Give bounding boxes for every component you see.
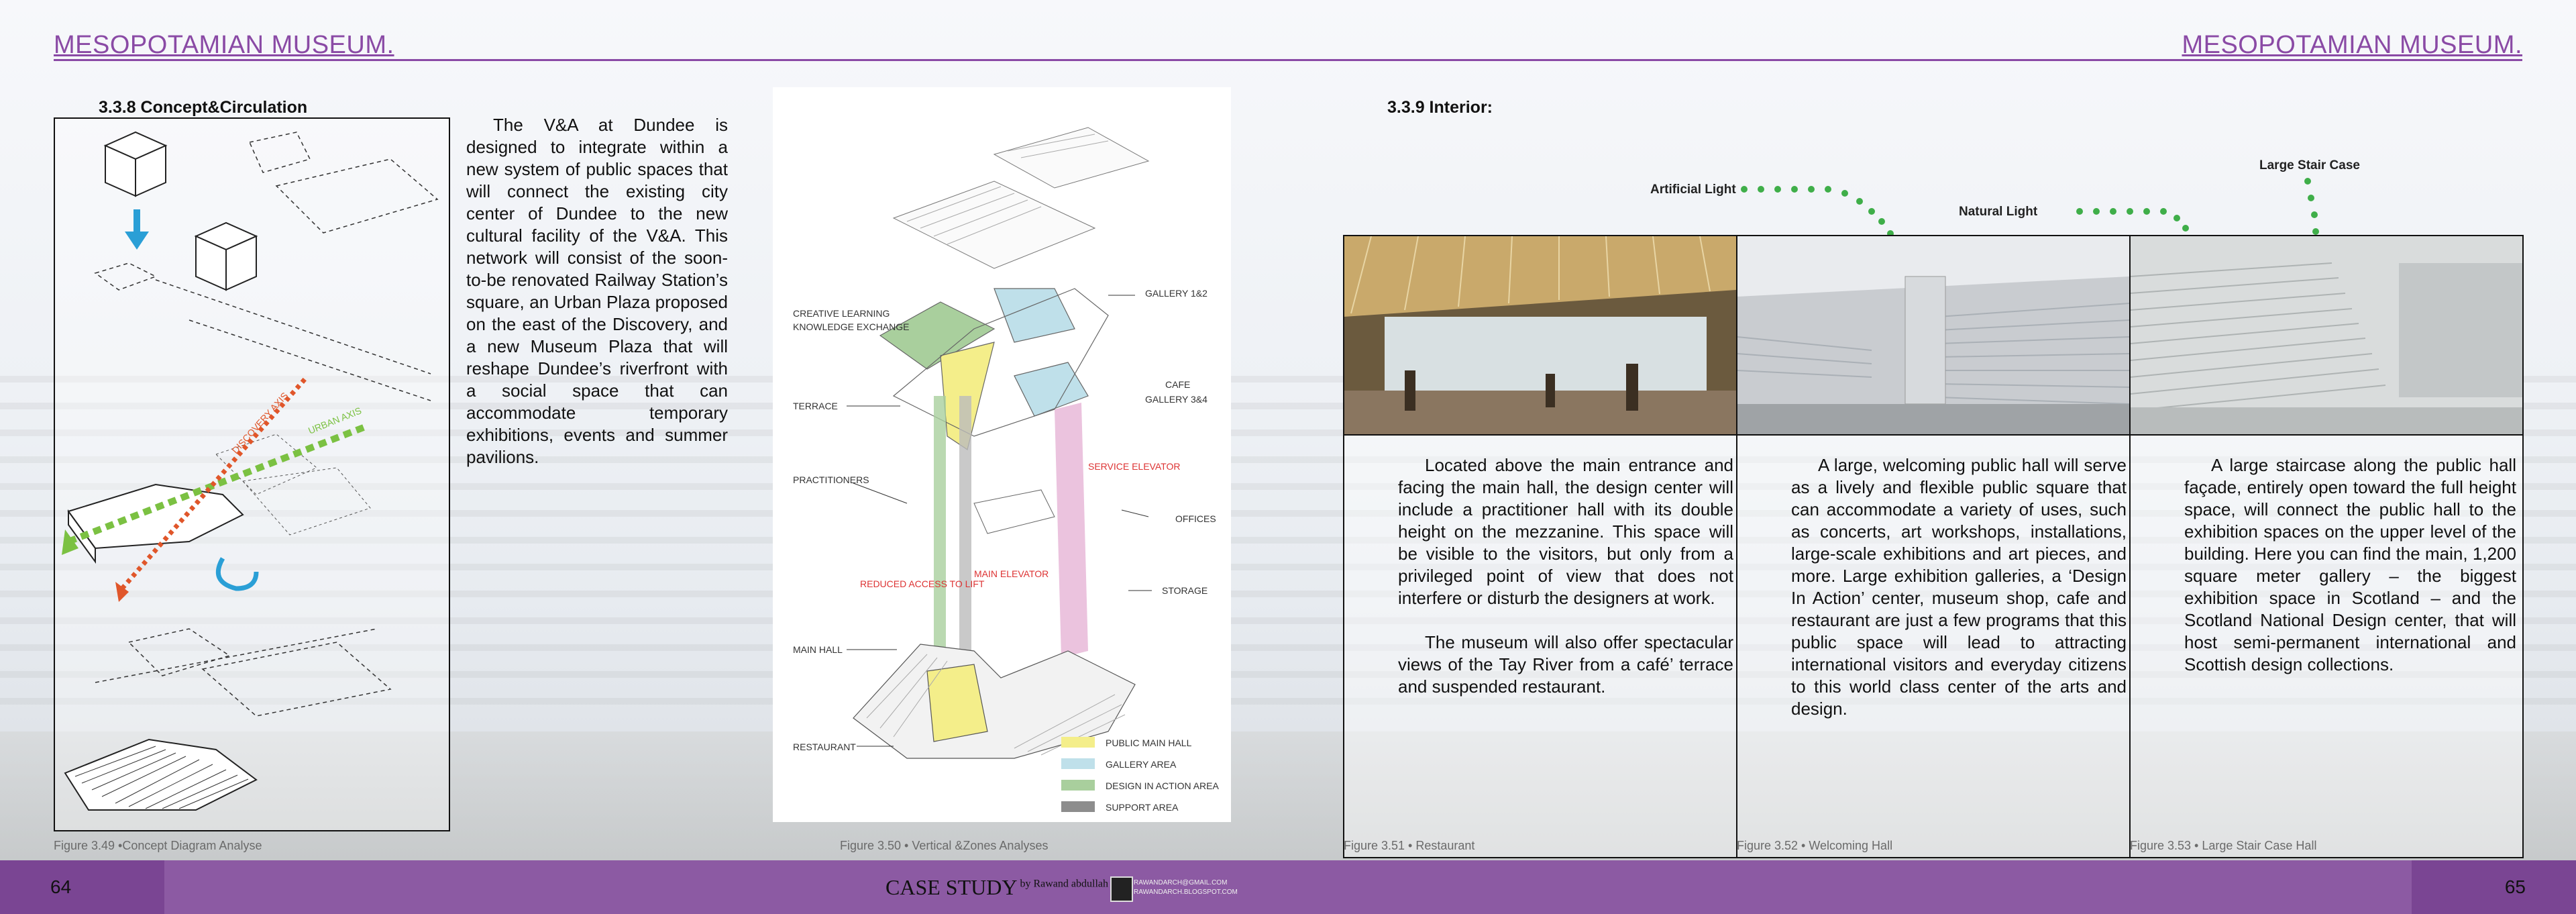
zone-label: CREATIVE LEARNING [793,308,890,319]
figure-caption-3-50: Figure 3.50 • Vertical &Zones Analyses [840,839,1049,852]
welcoming-hall-body [1791,454,2127,742]
vertical-zones-diagram [773,87,1231,822]
page-number-right: 65 [2412,860,2576,914]
zone-label: GALLERY 1&2 [1145,288,1208,299]
vertical-zones-diagram-panel [773,87,1231,822]
figure-caption-3-52: Figure 3.52 • Welcoming Hall [1737,839,1893,852]
large-stair-case-label: Large Stair Case [2259,158,2360,172]
logo-text-email: RAWANDARCH@GMAIL.COM [1134,879,1228,886]
legend-label: DESIGN IN ACTION AREA [1106,780,1219,791]
figure-caption-3-51: Figure 3.51 • Restaurant [1344,839,1475,852]
section-title-concept: 3.3.8 Concept&Circulation [99,98,308,117]
restaurant-body [1398,454,1733,720]
legend-label: SUPPORT AREA [1106,802,1179,813]
zone-label: STORAGE [1162,585,1208,596]
byline-text: by Rawand abdullah [1017,878,1108,890]
concept-body-text [466,114,728,491]
section-title-interior: 3.3.9 Interior: [1387,98,1493,117]
zone-label: OFFICES [1175,513,1216,524]
case-study-label [885,875,1108,900]
zone-red-label: SERVICE ELEVATOR [1088,461,1181,472]
figure-caption-3-53: Figure 3.53 • Large Stair Case Hall [2130,839,2317,852]
restaurant-paragraph: The museum will also offer spectacular views of the Tay River from a café’ terrace and suspended restaurant. [1398,632,1733,697]
welcoming-hall-photo [1736,235,2131,436]
page-number-left: 64 [0,860,164,914]
header-rule [54,59,2522,61]
zone-label: PRACTITIONERS [793,474,869,485]
zone-label: TERRACE [793,401,838,411]
restaurant-photo [1343,235,1737,436]
natural-light-label: Natural Light [1959,205,2038,219]
zone-label: KNOWLEDGE EXCHANGE [793,321,910,332]
blue-curve-arrow [218,558,256,589]
artificial-light-label: Artificial Light [1650,183,1736,197]
footer-bar [0,860,2576,914]
concept-paragraph: The V&A at Dundee is designed to integrate within a new system of public spaces that will connect the existing city center of Dundee to the new cultural facility of the V&A. This network will consist of the soon-to-be renovated Railway Station’s square, an Urban Plaza proposed on the east of the Discovery, and a new Museum Plaza that will reshape Dundee’s riverfront with a social space that can accommodate temporary exhibitions, events and summer pavilions. [466,115,728,467]
stair-case-text-panel [2129,434,2524,858]
service-elevator-shaft [1055,403,1088,658]
stair-case-hall-photo [2129,235,2524,436]
concept-diagram-frame [54,117,450,831]
zone-label: GALLERY 3&4 [1145,394,1208,405]
stair-case-body [2184,454,2516,698]
legend-label: GALLERY AREA [1106,759,1177,770]
header-title-left: MESOPOTAMIAN MUSEUM. [54,31,394,59]
blue-down-arrow [125,209,149,250]
figure-caption-3-49: Figure 3.49 •Concept Diagram Analyse [54,839,262,852]
legend-label: PUBLIC MAIN HALL [1106,738,1192,748]
header-title-right: MESOPOTAMIAN MUSEUM. [2182,31,2522,59]
welcoming-hall-text-panel [1736,434,2131,858]
zones-legend [1061,737,1219,813]
welcoming-hall-paragraph: A large, welcoming public hall will serve as a lively and flexible public square that can accommodate a variety of uses, such as concerts, art workshops, installations, large-scale exhibitions and art pieces, and more. Large exhibition galleries, a ‘Design In Action’ center, museum shop, cafe and restaurant are just a few programs that this public space will lead to attracting international visitors and everyday citizens to this world class center of the arts and design. [1791,455,2127,719]
concept-diagram [55,119,449,830]
case-study-text: CASE STUDY [885,875,1018,899]
zone-label: RESTAURANT [793,742,856,752]
discovery-axis-label: DISCOVERY AXIS [229,390,290,456]
urban-axis-label: URBAN AXIS [307,405,364,436]
restaurant-paragraph: Located above the main entrance and facing the main hall, the design center will include a practitioner hall with its double height on the mezzanine. This space will be visible to the visitors, but only from a privileged point of view that does not interfere or disturb the designers at work. [1398,455,1733,608]
zone-label: CAFE [1165,379,1191,390]
stair-case-paragraph: A large staircase along the public hall façade, entirely open toward the full height space, will connect the public hall to the exhibition spaces on the upper level of the building. Here you can find the main, 1,200 square meter gallery – the biggest exhibition space in Scotland – and the Scotland National Design center, that will host semi-permanent international and Scottish design collections. [2184,455,2516,674]
zone-red-label: REDUCED ACCESS TO LIFT [860,578,985,589]
logo-text-blog: RAWANDARCH.BLOGSPOT.COM [1134,888,1238,896]
author-logo-icon [1110,876,1133,902]
zone-label: MAIN HALL [793,644,843,655]
restaurant-text-panel [1343,434,1737,858]
zone-red-label: MAIN ELEVATOR [974,568,1049,579]
